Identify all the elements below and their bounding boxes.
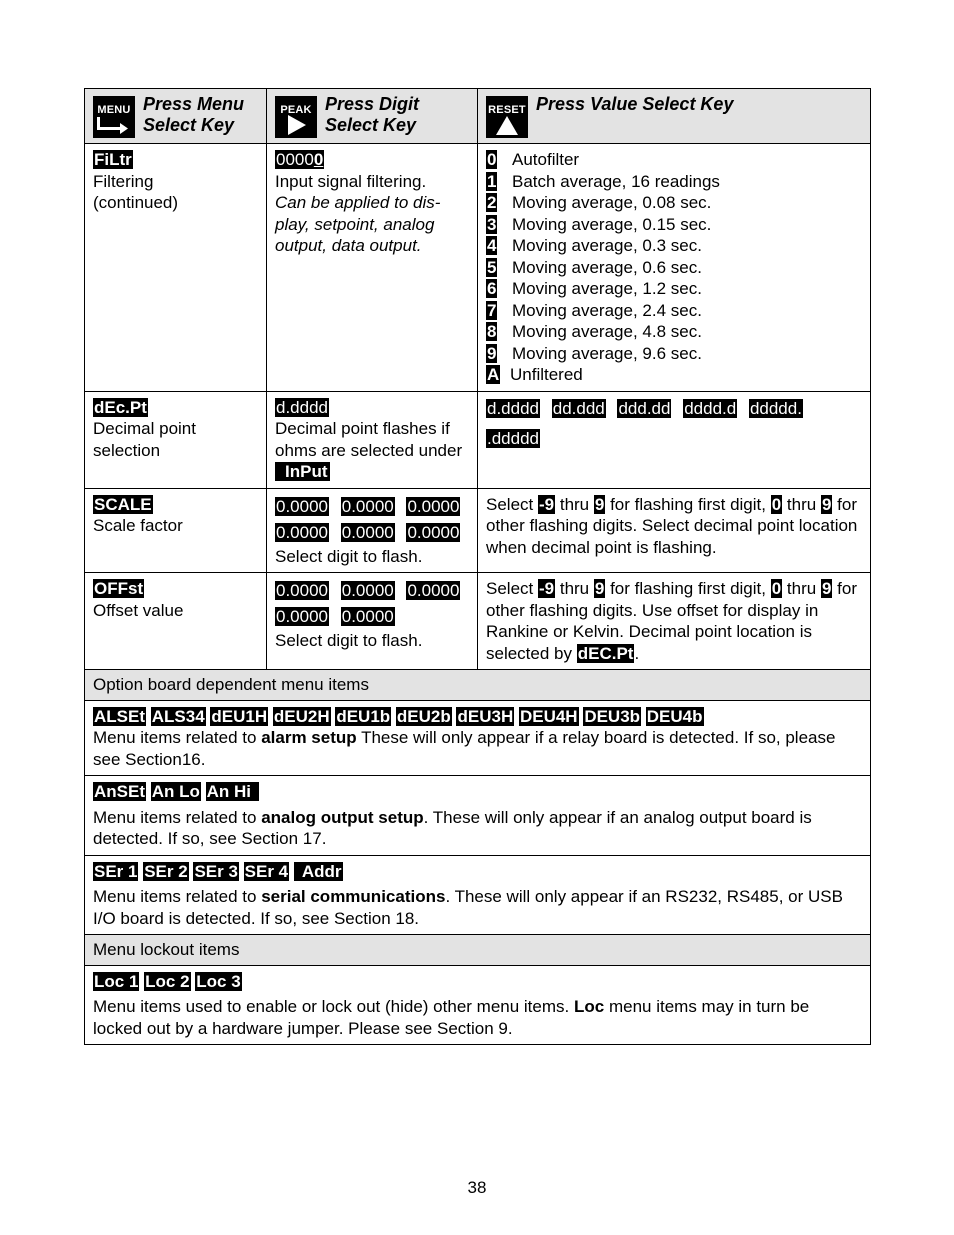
offst-row xyxy=(85,573,871,670)
value-key-title: Press Value Select Key xyxy=(536,94,734,114)
option-item: 2 Moving average, 0.08 sec. xyxy=(487,193,712,212)
lockout-row xyxy=(85,965,871,1045)
scale-digit-desc: Select digit to flash. xyxy=(275,546,423,566)
lockout-section-title: Menu lockout items xyxy=(85,935,871,966)
peak-key-icon: PEAK xyxy=(275,96,317,138)
option-item: 1 Batch average, 16 readings xyxy=(487,171,720,191)
decpt-value: .ddddd xyxy=(487,428,539,448)
lockout-label: Loc 1 xyxy=(94,971,139,991)
header-value-cell xyxy=(478,89,871,144)
analog-desc: Menu items related to analog output setup. These will only appear if an analog output board is detected. If so, see Section 17. xyxy=(93,807,812,848)
option-section-row xyxy=(85,670,871,701)
scale-digit: 0.0000 xyxy=(407,522,460,542)
alarm-label: dEU1H xyxy=(211,706,268,726)
header-digit-cell xyxy=(267,89,478,144)
option-item: 8 Moving average, 4.8 sec. xyxy=(487,322,702,341)
filtr-digit-display: 00000 xyxy=(276,150,324,169)
analog-label: AnSEt xyxy=(94,782,145,801)
serial-desc: Menu items related to serial communications. These will only appear if an RS232, RS485, or USB I/O board is detected. If so, see Section 18. xyxy=(93,887,843,928)
offst-digit: 0.0000 xyxy=(341,581,394,600)
decpt-digit-display: d.dddd xyxy=(276,397,328,417)
option-item: 0 Autofilter xyxy=(487,150,580,169)
lockout-label: Loc 2 xyxy=(145,971,190,991)
alarm-label: dEU1b xyxy=(336,706,391,726)
filtr-row xyxy=(85,144,871,392)
filtr-digit-desc: Input signal filtering. xyxy=(275,171,427,191)
offst-digit: 0.0000 xyxy=(407,581,460,600)
reset-key-icon: RESET xyxy=(486,96,528,138)
scale-label: SCALE xyxy=(94,494,152,514)
offst-label: OFFst xyxy=(94,579,144,598)
scale-digit: 0.0000 xyxy=(341,522,394,542)
alarm-desc: Menu items related to alarm setup These will only appear if a relay board is detected. If so, please see Section16. xyxy=(93,728,836,769)
lockout-label: Loc 3 xyxy=(196,971,241,991)
option-item: 6 Moving average, 1.2 sec. xyxy=(487,279,702,298)
decpt-label: dEc.Pt xyxy=(94,397,147,417)
serial-label: SEr 4 xyxy=(244,861,289,881)
option-item: 7 Moving average, 2.4 sec. xyxy=(487,300,702,320)
offst-digit: 0.0000 xyxy=(276,607,328,626)
decpt-value: ddddd. xyxy=(749,398,802,418)
analog-row xyxy=(85,776,871,856)
option-item: A Unfiltered xyxy=(487,365,583,384)
decpt-desc2: selection xyxy=(93,440,161,460)
alarm-row xyxy=(85,700,871,776)
decpt-value: ddd.dd xyxy=(618,398,671,418)
serial-label: SEr 1 xyxy=(94,861,138,881)
serial-row xyxy=(85,855,871,935)
alarm-label: dEU2H xyxy=(273,706,330,726)
alarm-label: ALS34 xyxy=(151,706,205,726)
lockout-labels xyxy=(93,971,862,993)
header-menu-cell xyxy=(85,89,267,144)
serial-labels xyxy=(93,861,862,883)
alarm-label: ALSEt xyxy=(94,706,145,726)
serial-label: Addr xyxy=(294,862,343,881)
scale-digit: 0.0000 xyxy=(276,496,328,516)
menu-table xyxy=(84,88,871,1045)
decpt-value: d.dddd xyxy=(487,398,539,418)
scale-digit: 0.0000 xyxy=(276,522,328,542)
alarm-label: dEU2b xyxy=(396,706,451,726)
page-number: 38 xyxy=(467,1178,487,1197)
digit-key-title: Press Digit Select Key xyxy=(325,94,420,135)
serial-label: SEr 2 xyxy=(144,861,188,881)
lockout-section-row xyxy=(85,935,871,966)
scale-digit: 0.0000 xyxy=(341,496,394,516)
option-item: 4 Moving average, 0.3 sec. xyxy=(487,236,702,255)
analog-label: An Lo xyxy=(151,782,200,801)
header-row xyxy=(85,89,871,144)
option-item: 5 Moving average, 0.6 sec. xyxy=(487,257,702,277)
alarm-label: DEU3b xyxy=(584,706,641,726)
alarm-label: DEU4H xyxy=(519,706,578,726)
option-section-title: Option board dependent menu items xyxy=(85,670,871,701)
scale-row xyxy=(85,488,871,573)
analog-labels xyxy=(93,781,862,803)
offst-desc: Offset value xyxy=(93,600,184,620)
decpt-digit-desc: Decimal point flashes if ohms are selected under xyxy=(275,419,463,460)
filtr-options xyxy=(478,144,871,392)
filtr-digit-note: Can be applied to dis-play, setpoint, analog output, data output. xyxy=(275,193,441,255)
offst-digit-desc: Select digit to flash. xyxy=(275,631,423,650)
menu-key-icon: MENU xyxy=(93,96,135,138)
scale-value-text: Select -9 thru 9 for flashing first digit, 0 thru 9 for other flashing digits. Select decimal point location when decimal point is flashing. xyxy=(478,488,871,573)
option-item: 9 Moving average, 9.6 sec. xyxy=(487,343,702,363)
scale-digit: 0.0000 xyxy=(407,496,460,516)
alarm-label: dEU3H xyxy=(457,706,514,726)
serial-label: SEr 3 xyxy=(194,861,238,881)
decpt-value: dddd.d xyxy=(684,398,737,418)
alarm-label: DEU4b xyxy=(646,706,703,726)
decpt-input-ref: InPut xyxy=(275,462,330,481)
filtr-desc1: Filtering xyxy=(93,171,154,191)
offst-digit: 0.0000 xyxy=(341,607,394,626)
decpt-row xyxy=(85,391,871,488)
alarm-labels xyxy=(93,706,862,728)
decpt-values xyxy=(478,391,871,488)
filtr-label: FiLtr xyxy=(94,150,132,169)
option-item: 3 Moving average, 0.15 sec. xyxy=(487,214,712,234)
offst-value-text: Select -9 thru 9 for flashing first digit, 0 thru 9 for other flashing digits. Use offset for display in Rankine or Kelvin. Decimal point location is selected by dEC.Pt. xyxy=(478,573,871,670)
offst-digit: 0.0000 xyxy=(276,581,328,600)
scale-desc: Scale factor xyxy=(93,516,183,535)
lockout-desc: Menu items used to enable or lock out (hide) other menu items. Loc menu items may in turn be locked out by a hardware jumper. Please see Section 9. xyxy=(93,997,810,1038)
decpt-desc1: Decimal point xyxy=(93,419,196,438)
decpt-value: dd.ddd xyxy=(552,398,605,418)
analog-label: An Hi xyxy=(206,782,259,801)
filtr-desc2: (continued) xyxy=(93,193,179,212)
menu-key-title: Press Menu Select Key xyxy=(143,94,245,135)
